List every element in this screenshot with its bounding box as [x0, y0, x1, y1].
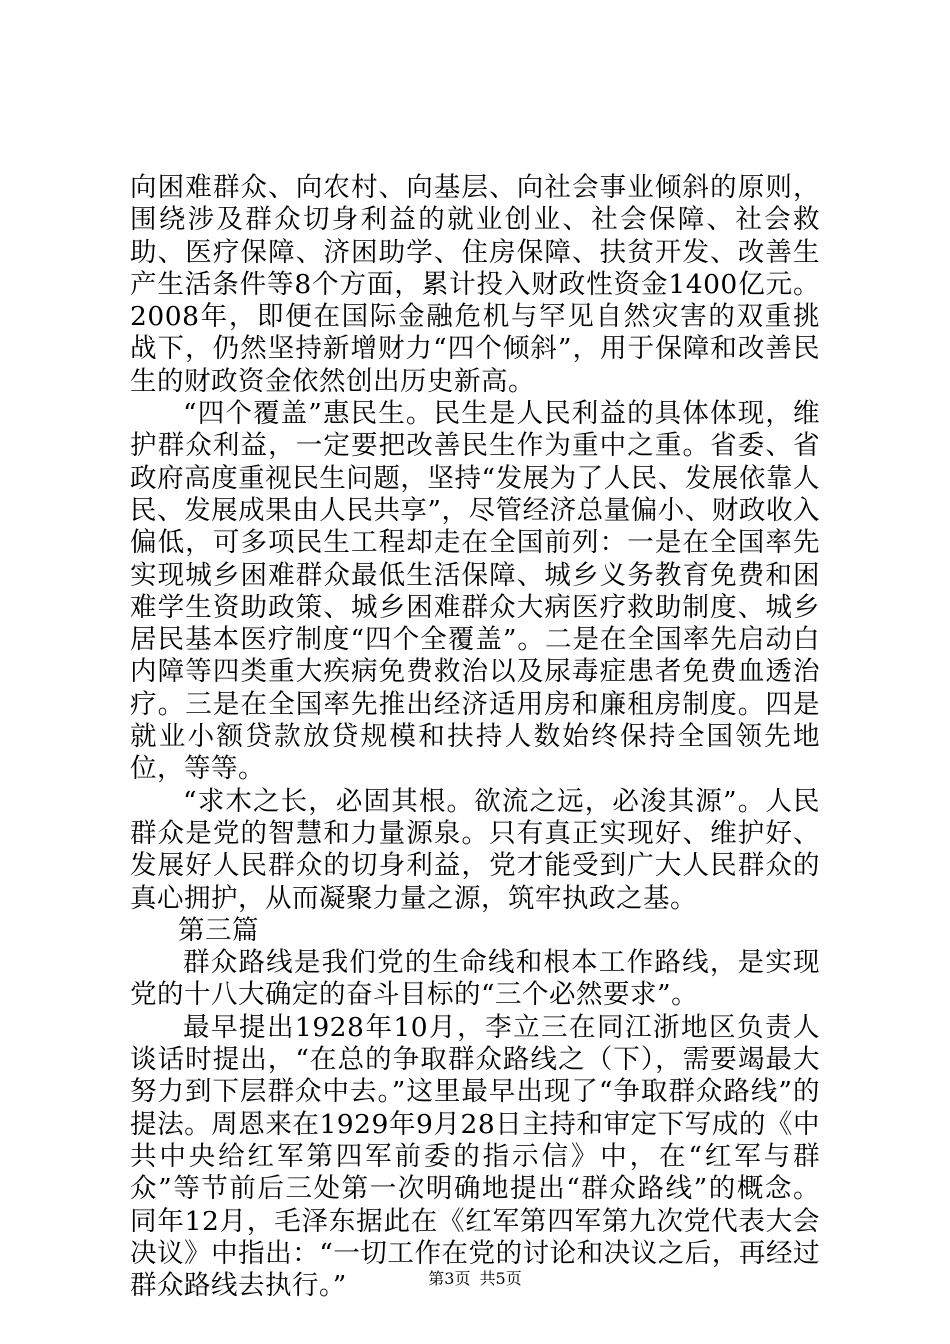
paragraph-4: 群众路线是我们党的生命线和根本工作路线，是实现党的十八大确定的奋斗目标的“三个必然要求”。	[130, 947, 820, 1011]
paragraph-2: “四个覆盖”惠民生。民生是人民利益的具体体现，维护群众利益，一定要把改善民生作为重中之重。省委、省政府高度重视民生问题，坚持“发展为了人民、发展依靠人民、发展成果由人民共享”，尽管经济总量偏小、财政收入偏低，可多项民生工程却走在全国前列：一是在全国率先实现城乡困难群众最低生活保障、城乡义务教育免费和困难学生资助政策、城乡困难群众大病医疗救助制度、城乡居民基本医疗制度“四个全覆盖”。二是在全国率先启动白内障等四类重大疾病免费救治以及尿毒症患者免费血透治疗。三是在全国率先推出经济适用房和廉租房制度。四是就业小额贷款放贷规模和扶持人数始终保持全国领先地位，等等。	[130, 398, 820, 785]
page-footer	[0, 1269, 950, 1289]
paragraph-1: 向困难群众、向农村、向基层、向社会事业倾斜的原则，围绕涉及群众切身利益的就业创业、社会保障、社会救助、医疗保障、济困助学、住房保障、扶贫开发、改善生产生活条件等8个方面，累计投入财政性资金1400亿元。2008年，即便在国际金融危机与罕见自然灾害的双重挑战下，仍然坚持新增财力“四个倾斜”，用于保障和改善民生的财政资金依然创出历史新高。	[130, 172, 820, 397]
total-pages: 共5页	[479, 1269, 522, 1288]
paragraph-5: 最早提出1928年10月，李立三在同江浙地区负责人谈话时提出，“在总的争取群众路线之（下），需要竭最大努力到下层群众中去。”这里最早出现了“争取群众路线”的提法。周恩来在1929年9月28日主持和审定下写成的《中共中央给红军第四军前委的指示信》中，在“红军与群众”等节前后三处第一次明确地提出“群众路线”的概念。同年12月，毛泽东据此在《红军第四军第九次党代表大会决议》中指出：“一切工作在党的讨论和决议之后，再经过群众路线去执行。”	[130, 1011, 820, 1302]
page-number: 第3页	[428, 1269, 471, 1288]
document-body	[130, 172, 820, 1302]
paragraph-3: “求木之长，必固其根。欲流之远，必浚其源”。人民群众是党的智慧和力量源泉。只有真正实现好、维护好、发展好人民群众的切身利益，党才能受到广大人民群众的真心拥护，从而凝聚力量之源，筑牢执政之基。	[130, 785, 820, 914]
section-heading: 第三篇	[178, 914, 259, 946]
